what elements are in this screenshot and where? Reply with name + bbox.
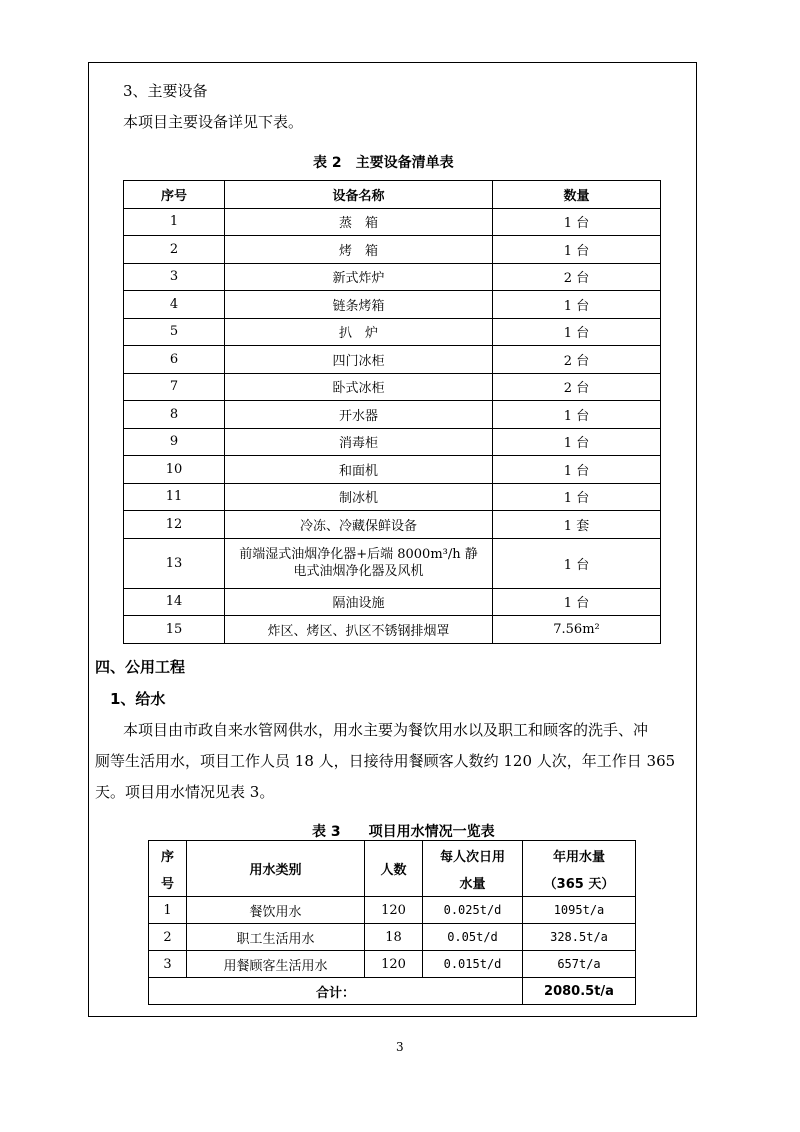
header-daily — [423, 841, 523, 897]
table-row — [124, 401, 661, 429]
table-2-caption: 表 2 主要设备清单表 — [313, 155, 454, 171]
water-para-line2: 厕等生活用水，项目工作人员 18 人，日接待用餐顾客人数约 120 人次，年工作日 365 — [95, 752, 676, 770]
header-people: 人数 — [365, 841, 423, 897]
cell-qty: 2 台 — [493, 346, 661, 374]
section-3-heading: 3、主要设备 — [123, 82, 208, 100]
header-annual-line1: 年用水量 — [552, 849, 605, 865]
cell-qty: 1 套 — [493, 511, 661, 539]
equipment-table — [123, 180, 661, 644]
table-row — [124, 511, 661, 539]
total-value: 2080.5t/a — [523, 978, 636, 1005]
page-number: 3 — [396, 1040, 404, 1054]
cell-no: 10 — [124, 456, 225, 484]
table-total-row — [149, 978, 636, 1005]
cell-no: 11 — [124, 483, 225, 511]
water-supply-heading: 1、给水 — [110, 690, 166, 708]
cell-no: 8 — [124, 401, 225, 429]
table-row — [149, 897, 636, 924]
cell-no: 2 — [124, 236, 225, 264]
cell-qty: 1 台 — [493, 318, 661, 346]
cell-name: 开水器 — [225, 401, 493, 429]
cell-no: 13 — [124, 538, 225, 588]
cell-daily: 0.015t/d — [423, 951, 523, 978]
cell-qty: 1 台 — [493, 428, 661, 456]
cell-no: 12 — [124, 511, 225, 539]
cell-qty: 1 台 — [493, 538, 661, 588]
cell-type: 职工生活用水 — [187, 924, 365, 951]
header-qty: 数量 — [493, 181, 661, 209]
cell-qty: 1 台 — [493, 588, 661, 616]
header-no-line1: 序 — [160, 849, 174, 865]
cell-daily: 0.025t/d — [423, 897, 523, 924]
table-row — [124, 236, 661, 264]
cell-daily: 0.05t/d — [423, 924, 523, 951]
cell-no: 1 — [124, 208, 225, 236]
cell-name: 烤 箱 — [225, 236, 493, 264]
header-type: 用水类别 — [187, 841, 365, 897]
cell-name: 冷冻、冷藏保鲜设备 — [225, 511, 493, 539]
header-no: 序号 — [124, 181, 225, 209]
cell-qty: 2 台 — [493, 263, 661, 291]
cell-qty: 1 台 — [493, 401, 661, 429]
header-annual — [523, 841, 636, 897]
cell-qty: 1 台 — [493, 483, 661, 511]
cell-name: 消毒柜 — [225, 428, 493, 456]
table-row — [124, 616, 661, 644]
cell-qty: 1 台 — [493, 291, 661, 319]
cell-no: 3 — [149, 951, 187, 978]
cell-name: 和面机 — [225, 456, 493, 484]
cell-annual: 1095t/a — [523, 897, 636, 924]
water-para-line1: 本项目由市政自来水管网供水，用水主要为餐饮用水以及职工和顾客的洗手、冲 — [123, 721, 649, 739]
cell-no: 2 — [149, 924, 187, 951]
table-header-row — [149, 841, 636, 897]
table-row — [124, 538, 661, 588]
table-row — [149, 951, 636, 978]
cell-no: 14 — [124, 588, 225, 616]
cell-annual: 328.5t/a — [523, 924, 636, 951]
header-daily-line2: 水量 — [459, 876, 486, 892]
table-row — [124, 346, 661, 374]
cell-no: 15 — [124, 616, 225, 644]
cell-name: 蒸 箱 — [225, 208, 493, 236]
cell-no: 6 — [124, 346, 225, 374]
cell-no: 3 — [124, 263, 225, 291]
table-row — [124, 291, 661, 319]
cell-people: 18 — [365, 924, 423, 951]
cell-no: 7 — [124, 373, 225, 401]
cell-qty: 1 台 — [493, 208, 661, 236]
cell-name: 扒 炉 — [225, 318, 493, 346]
cell-name: 隔油设施 — [225, 588, 493, 616]
cell-name: 卧式冰柜 — [225, 373, 493, 401]
cell-type: 用餐顾客生活用水 — [187, 951, 365, 978]
cell-no: 9 — [124, 428, 225, 456]
cell-annual: 657t/a — [523, 951, 636, 978]
cell-no: 1 — [149, 897, 187, 924]
header-annual-line2: （365 天） — [543, 876, 615, 892]
table-row — [124, 373, 661, 401]
header-name: 设备名称 — [225, 181, 493, 209]
cell-qty: 7.56m² — [493, 616, 661, 644]
table-row — [124, 208, 661, 236]
cell-people: 120 — [365, 951, 423, 978]
table-row — [124, 263, 661, 291]
water-usage-table — [148, 840, 636, 1005]
table-row — [124, 588, 661, 616]
table-row — [149, 924, 636, 951]
cell-no: 4 — [124, 291, 225, 319]
table-row — [124, 428, 661, 456]
cell-name: 炸区、烤区、扒区不锈钢排烟罩 — [225, 616, 493, 644]
section-3-intro: 本项目主要设备详见下表。 — [123, 113, 304, 131]
total-label: 合计： — [149, 978, 523, 1005]
header-no-line2: 号 — [160, 876, 174, 892]
cell-qty: 1 台 — [493, 236, 661, 264]
cell-qty: 1 台 — [493, 456, 661, 484]
cell-no: 5 — [124, 318, 225, 346]
cell-name: 链条烤箱 — [225, 291, 493, 319]
table-header-row — [124, 181, 661, 209]
header-daily-line1: 每人次日用 — [439, 849, 505, 865]
water-para-line3: 天。项目用水情况见表 3。 — [95, 783, 275, 801]
cell-name: 四门冰柜 — [225, 346, 493, 374]
cell-name: 制冰机 — [225, 483, 493, 511]
section-4-heading: 四、公用工程 — [95, 658, 186, 676]
cell-name: 新式炸炉 — [225, 263, 493, 291]
cell-people: 120 — [365, 897, 423, 924]
table-row — [124, 483, 661, 511]
cell-type: 餐饮用水 — [187, 897, 365, 924]
table-3-caption: 表 3 项目用水情况一览表 — [312, 824, 495, 840]
table-row — [124, 318, 661, 346]
table-row — [124, 456, 661, 484]
cell-name: 前端湿式油烟净化器+后端 8000m³/h 静电式油烟净化器及风机 — [225, 538, 493, 588]
header-no — [149, 841, 187, 897]
cell-qty: 2 台 — [493, 373, 661, 401]
